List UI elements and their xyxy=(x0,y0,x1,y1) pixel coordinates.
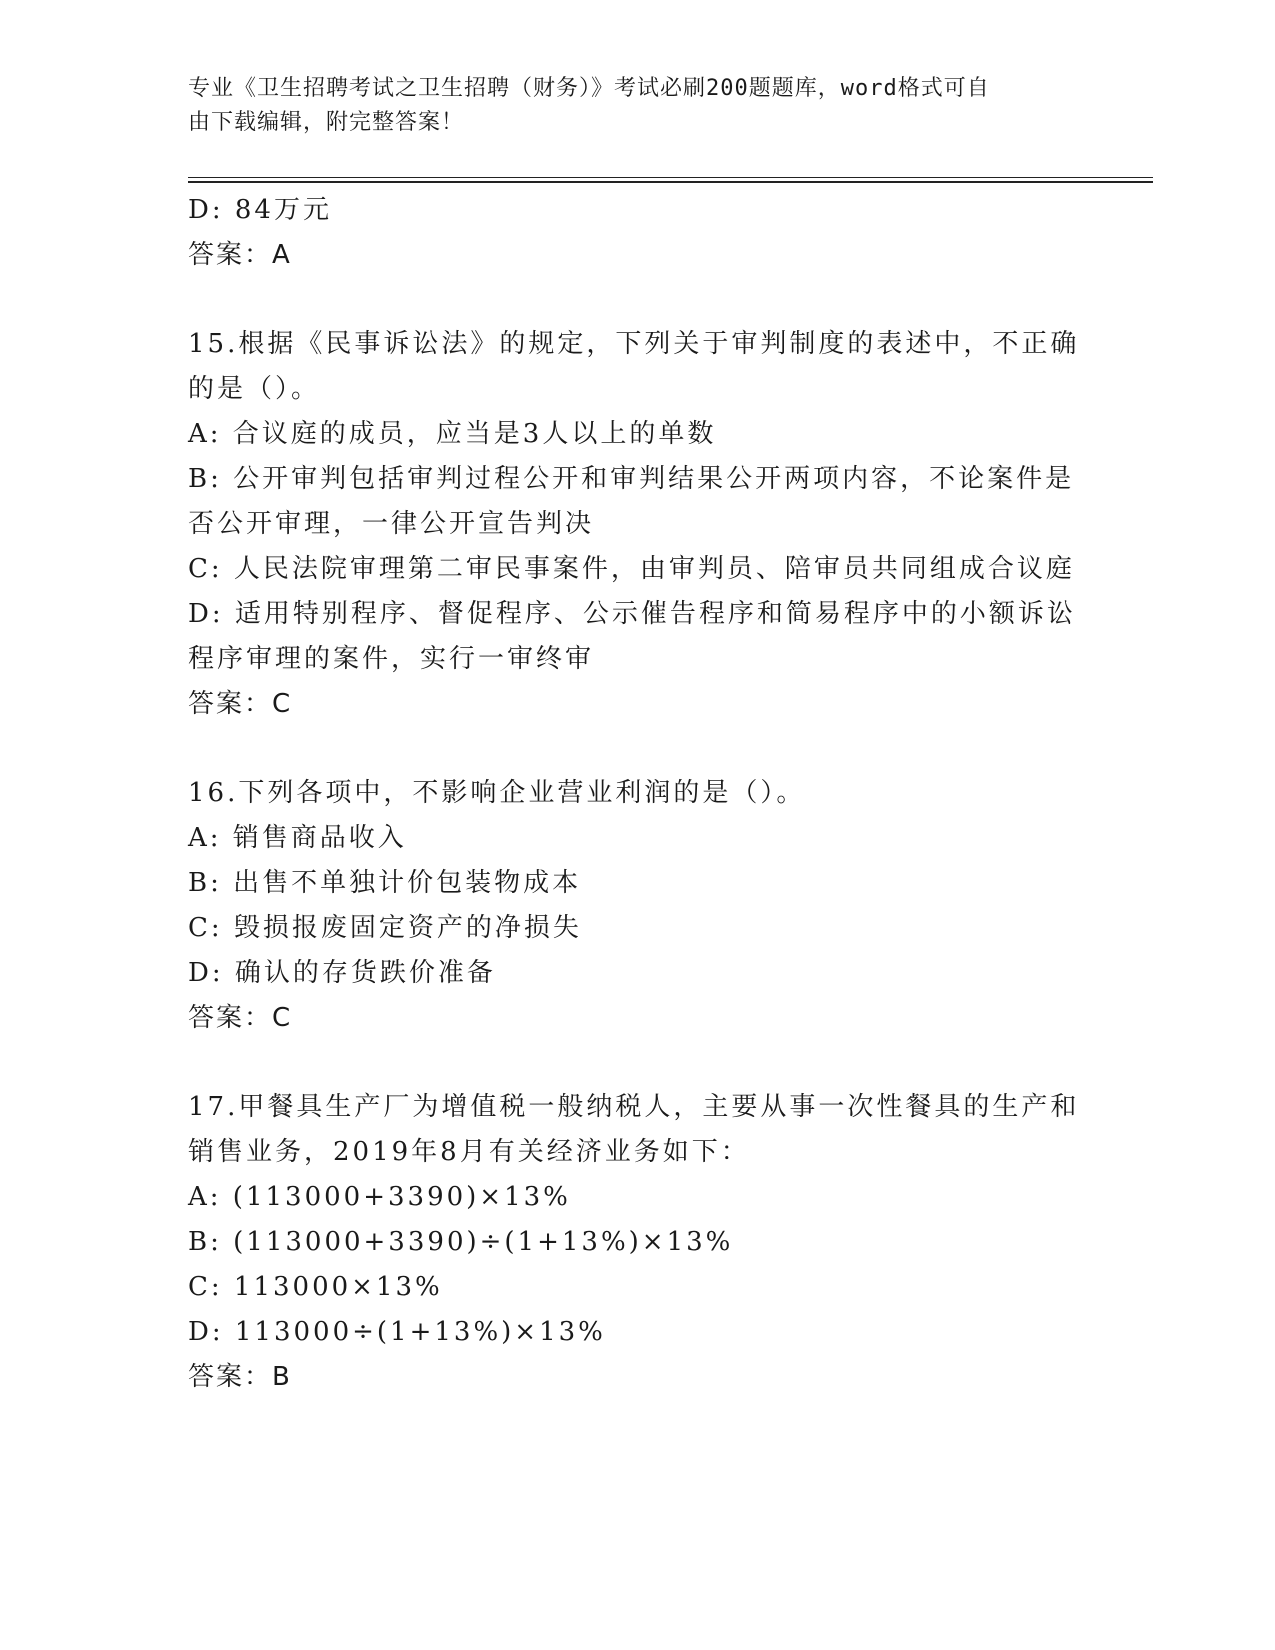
previous-question-tail xyxy=(188,188,1088,278)
answer-line: 答案：B xyxy=(188,1362,292,1392)
option-d: D: 确认的存货跌价准备 xyxy=(188,958,496,988)
answer-line: 答案：C xyxy=(188,1003,293,1033)
question-stem: 16.下列各项中，不影响企业营业利润的是（）。 xyxy=(188,778,806,808)
document-header xyxy=(188,72,1068,140)
spacer xyxy=(188,278,1088,322)
question-16 xyxy=(188,771,1088,1041)
question-stem-continued: 的是（）。 xyxy=(188,374,321,404)
option-a: A: (113000+3390)×13% xyxy=(188,1182,571,1212)
header-divider-thick xyxy=(188,181,1153,183)
option-a: A: 销售商品收入 xyxy=(188,823,407,853)
question-stem-continued: 销售业务，2019年8月有关经济业务如下： xyxy=(188,1137,750,1167)
option-d: D: 113000÷(1+13%)×13% xyxy=(188,1317,606,1347)
spacer xyxy=(188,1041,1088,1085)
header-divider-thin xyxy=(188,177,1153,178)
header-line-2: 由下载编辑，附完整答案！ xyxy=(188,110,465,135)
option-b: B: 出售不单独计价包装物成本 xyxy=(188,868,582,898)
question-15 xyxy=(188,322,1088,727)
option-c: C: 毁损报废固定资产的净损失 xyxy=(188,913,582,943)
question-17 xyxy=(188,1085,1088,1400)
option-d: D: 84万元 xyxy=(188,195,332,225)
option-a: A: 合议庭的成员，应当是3人以上的单数 xyxy=(188,419,717,449)
option-b: B: (113000+3390)÷(1+13%)×13% xyxy=(188,1227,734,1257)
option-b: B: 公开审判包括审判过程公开和审判结果公开两项内容，不论案件是 xyxy=(188,464,1075,494)
option-b-continued: 否公开审理，一律公开宣告判决 xyxy=(188,509,595,539)
question-list xyxy=(188,188,1088,1400)
answer-line: 答案：C xyxy=(188,689,293,719)
option-d-continued: 程序审理的案件，实行一审终审 xyxy=(188,644,595,674)
header-line-1: 专业《卫生招聘考试之卫生招聘（财务）》考试必刷200题题库，word格式可自 xyxy=(188,76,990,101)
option-c: C: 人民法院审理第二审民事案件，由审判员、陪审员共同组成合议庭 xyxy=(188,554,1075,584)
option-d: D: 适用特别程序、督促程序、公示催告程序和简易程序中的小额诉讼 xyxy=(188,599,1076,629)
question-stem: 15.根据《民事诉讼法》的规定，下列关于审判制度的表述中，不正确 xyxy=(188,329,1080,359)
answer-line: 答案：A xyxy=(188,240,292,270)
question-stem: 17.甲餐具生产厂为增值税一般纳税人，主要从事一次性餐具的生产和 xyxy=(188,1092,1080,1122)
option-c: C: 113000×13% xyxy=(188,1272,443,1302)
spacer xyxy=(188,727,1088,771)
